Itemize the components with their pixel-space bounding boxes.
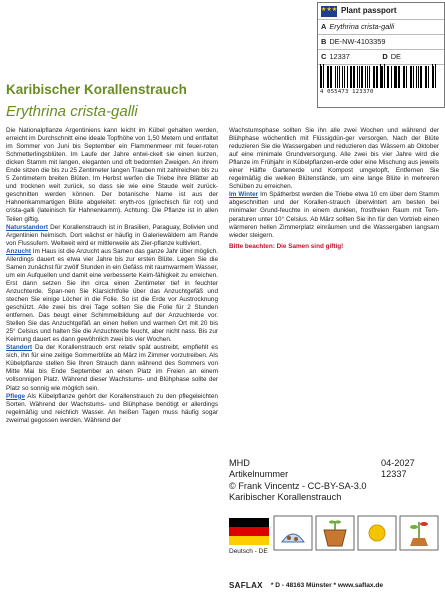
barcode-bar [351,66,352,88]
seed-pot-icon [316,516,354,550]
warning-paragraph [229,243,439,251]
sowing-heading: Anzucht [6,247,32,255]
plant-growth-icon [400,516,438,550]
sowing-paragraph: Anzucht Im Haus ist die Anzucht aus Samen das ganze Jahr über möglich. Allerdings dauert es etwa vier Jahre bis zur ersten Blüte. Legen Sie die Samen zunächst für zwölf Stunden in ein Gefäss mit raumwarmem Wasser, um ein Aufquellen und damit eine verbesserte Keim-fähigkeit zu erreichen. Erst dann setzen Sie ihn circa einen Zentimeter tief in feuchter Anzuchterde. Span-nen Sie Klarsichtfolie über das Anzuchtgefäß und stechen Sie einige Löcher in die Folie. So ist die Erde vor Austrocknung geschützt. Alle zwei bis drei Tage sollten Sie die Folie für 2 Stunden entfernen. Das beugt einer Schimmelbildung auf der Anzuchterde vor. Stellen Sie das Anzuchtgefäß an einen hellen und warmen Ort mit 20 bis 25° Celsius und halten Sie die Anzuchterde feucht, aber nicht nass. Bis zur Keimung dauert es dann gewöhnlich zwei bis vier Wochen. [6,247,219,344]
passport-title: Plant passport [341,6,397,15]
natural-habitat-heading: Naturstandort [6,223,48,231]
barcode-bar [337,66,338,88]
winter-paragraph: Im Winter Im Spätherbst werden die Triebe etwa 10 cm über dem Stamm abgeschnitten und der Korallen-strauch überwintert am besten bei minimaler Grund-feuchte in einem dunklen, frostfreien Raum mit Tem-peraturen unter 10° Celsius. Ab März sollten Sie ihn für den Vortrieb einen wärmeren hellen Zimmerplatz einräumen und die Wassergaben langsam wieder steigern. [229,191,439,239]
barcode-bar [384,64,385,88]
product-info [229,458,439,504]
passport-row-cd: C 12337 D DE [318,50,444,65]
barcode-bar [321,66,322,88]
care-paragraph: Pflege Als Kübelpflanze gehört der Korallenstrauch zu den pflegeleichten Sorten. Während der Wachstums- und Blühphase benötigt er allerdings regelmäßig und reichlich Wasser. An heißen Tagen muss häufig sogar zweimal gegossen werden. Während der [6,392,218,424]
barcode-bar [330,66,332,88]
natural-habitat-paragraph: Naturstandort Der Korallenstrauch ist in Brasilien, Paraguay, Bolivien und Argentinien heimisch. Dort wächst er häufig in Galeriewäldern am Rande von Flussufern. Weltweit wird er mittlerweile als Zier-pflanze kultiviert. [6,223,218,247]
passport-botanical-name: Erythrina crista-galli [329,22,395,32]
barcode-bar [381,66,382,88]
article-number-value: 12337 [381,469,407,480]
location-paragraph: Standort Da der Korallenstrauch erst relativ spät austreibt, empfiehlt es sich, ihn für eine zeitige Sommerblüte ab März im Zimmer vorzutreiben. Als Kübelpflanze stellen Sie Ihren Strauch dann während des Sommers von Mitte Mai bis Ende September an einen Platz im Freien an einem vollsonnigen Platz. Während dieser Wachstums- und Blühphase sollte der Platz so sonnig wie möglich sein. [6,344,218,392]
location-heading: Standort [6,344,33,352]
seed-soaking-icon [274,516,312,550]
barcode-bar [426,66,427,88]
barcode-bar [361,66,363,88]
barcode-bar [411,66,412,88]
text-column-left [6,127,218,425]
barcode-bar [339,66,340,88]
barcode-bar [433,66,434,88]
barcode-bar [367,66,368,88]
barcode-bar [369,66,370,88]
barcode-bar [420,66,422,88]
barcode-bar [374,66,375,88]
barcode-bar [328,66,329,88]
barcode-bar [428,66,429,88]
barcode-bar [359,66,360,88]
passport-row-b: B DE-NW-4103359 [318,35,444,50]
winter-heading: Im Winter [229,191,259,199]
barcode-bar [323,64,324,88]
text-column-right [229,127,439,251]
passport-country: DE [390,52,401,62]
article-number-row: Artikelnummer 12337 [229,469,439,480]
sowing-instruction-icons [272,512,440,574]
german-flag-icon [229,518,269,545]
care-heading: Pflege [6,392,26,400]
barcode-bar [347,66,348,88]
barcode-digits: 4 055473 123370 [320,89,374,95]
barcode [320,66,438,100]
care-continued-paragraph: Wachstumsphase sollten Sie ihn alle zwei Wochen und während der Blühphase wöchentlich mit Flüssigdün-ger versorgen. Nach der Blüte reduzieren Sie die Wassergaben und reduzieren das Wässern ab Oktober auf eine minimale Grundversorgung. Alle zwei bis vier Jahre wird die Pflanze im Frühjahr in Kübelpflanzen-erde oder eine Mischung aus jeweils einer Hälfte Gartenerde und Kompost umgetopft, Entfernen Sie regelmäßig die welken Blütenstände, um eine lange Blüte in mehreren Schüben zu erreichen. [229,127,439,191]
passport-trace-code: 12337 [329,52,350,62]
barcode-bar [353,66,354,88]
product-name-line: Karibischer Korallenstrauch [229,492,342,503]
page-title: Karibischer Korallenstrauch [6,82,187,97]
sun-position-icon [358,516,396,550]
brand-address: * D - 48163 Münster * www.saflax.de [270,581,384,589]
barcode-bar [406,66,407,88]
barcode-bar [391,66,392,88]
barcode-bar [396,66,397,88]
barcode-bar [418,66,419,88]
passport-registration: DE-NW-4103359 [329,37,386,47]
eu-flag-icon: ★★★ [321,6,337,17]
passport-row-a: A Erythrina crista-galli [318,20,444,35]
best-before-row: MHD 04-2027 [229,458,439,469]
best-before-value: 04-2027 [381,458,415,468]
barcode-bar [413,66,414,88]
barcode-bar [388,66,389,88]
brand-logo: SAFLAX [229,580,263,590]
intro-paragraph: Die Nationalpflanze Argentiniens kann leicht im Kübel gehalten werden, erreicht im Durchschnitt eine ideale Topfhöhe von 1,50 Metern und entfaltet im Sommer von Juni bis September ein Flammenmeer mit feuer-roten Schmetterlingsblüten. Im Laufe der Jahre entwi-ckelt sie einen kurzen, dicken Stamm mit langen, eleganten und oft bedornten Zweigen. An ihrem Ende sitzen die bis zu 25 Zentimeter langen Trauben mit zahlreichen bis zu 5 Zentimetern breiten Blüten. Im Herbst werfen die Triebe ihre Blätter ab und trocknen weit zurück, so dass sie wie eine Staude weit zurück-geschnitten werden können. Der botanische Name ist aus der Hahnenkammartigen Blüte abgeleitet: eryth-ros (griechisch für rot) und crista-galli (lateinisch für Hahnenkamm). Achtung: Die Pflanze ist in allen Teilen giftig. [6,127,218,223]
barcode-bar [344,66,346,88]
language-label: Deutsch - DE [229,548,268,555]
botanical-subtitle: Erythrina crista-galli [6,103,138,120]
barcode-bar [435,64,436,88]
footer [229,574,443,596]
barcode-bar [398,66,400,88]
barcode-bars [320,66,438,88]
copyright-line: © Frank Vincentz - CC-BY-SA-3.0 [229,480,367,491]
passport-header [318,3,444,20]
barcode-bar [404,66,405,88]
poison-warning: Bitte beachten: Die Samen sind giftig! [229,242,344,250]
barcode-bar [376,66,378,88]
